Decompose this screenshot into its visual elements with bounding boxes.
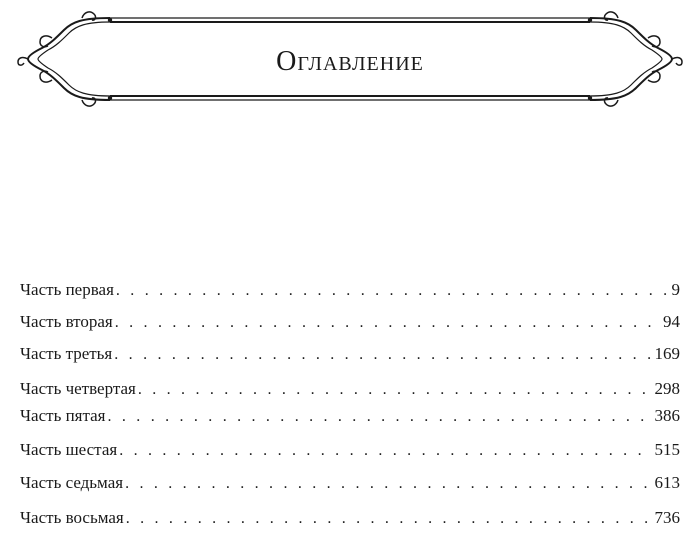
toc-entry-page: 515 bbox=[654, 440, 680, 459]
toc-entry-label: Часть пятая bbox=[20, 406, 106, 425]
dot-leader bbox=[115, 311, 661, 335]
page-title: Оглавление bbox=[276, 46, 424, 77]
toc-entry-label: Часть восьмая bbox=[20, 508, 124, 527]
toc-entry[interactable] bbox=[20, 278, 680, 302]
toc-entry[interactable] bbox=[20, 506, 680, 530]
toc-entry[interactable] bbox=[20, 471, 680, 495]
toc-entry-label: Часть шестая bbox=[20, 440, 118, 459]
toc-entry-page: 169 bbox=[654, 344, 680, 363]
toc-entry-page: 736 bbox=[654, 508, 680, 527]
toc-entry[interactable] bbox=[20, 404, 680, 428]
toc-entry-page: 9 bbox=[671, 280, 680, 299]
toc-entry-label: Часть первая bbox=[20, 280, 114, 299]
toc-entry-label: Часть третья bbox=[20, 344, 113, 363]
toc-entry-label: Часть четвертая bbox=[20, 379, 136, 398]
toc-entry-page: 298 bbox=[654, 379, 680, 398]
dot-leader bbox=[126, 507, 653, 531]
dot-leader bbox=[119, 439, 652, 463]
dot-leader bbox=[116, 279, 670, 303]
toc-entry-page: 94 bbox=[663, 312, 680, 331]
toc-entry-page: 613 bbox=[654, 473, 680, 492]
dot-leader bbox=[114, 343, 652, 367]
dot-leader bbox=[108, 405, 653, 429]
toc-entry[interactable] bbox=[20, 438, 680, 462]
toc-entry-page: 386 bbox=[654, 406, 680, 425]
toc-entry[interactable] bbox=[20, 377, 680, 401]
toc-entry-label: Часть вторая bbox=[20, 312, 113, 331]
ornamental-title-frame bbox=[12, 8, 688, 108]
dot-leader bbox=[125, 472, 652, 496]
dot-leader bbox=[138, 378, 653, 402]
toc-entry[interactable] bbox=[20, 310, 680, 334]
toc-entry-label: Часть седьмая bbox=[20, 473, 124, 492]
toc-entry[interactable] bbox=[20, 342, 680, 366]
